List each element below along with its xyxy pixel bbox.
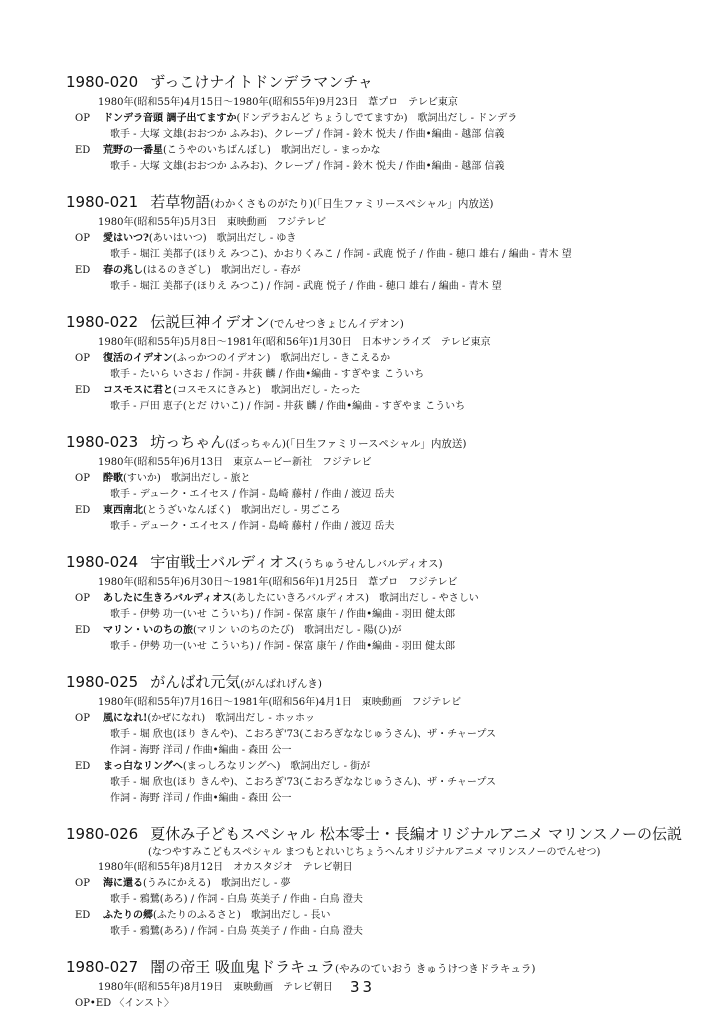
page-number: 33 <box>349 978 376 996</box>
theme-role: OP <box>75 113 90 124</box>
entry-number: 1980-024 <box>66 553 139 571</box>
theme-reading: (マリン いのちのたび) <box>193 625 294 636</box>
lyric-opening: 歌詞出だし - ホッホッ <box>215 713 315 724</box>
lyric-opening: 歌詞出だし - 街が <box>290 761 371 772</box>
theme-title: 春の兆し <box>103 265 143 276</box>
entry-heading <box>66 957 725 980</box>
theme-reading: (まっしろなリングへ) <box>182 761 281 772</box>
theme-title: ふたりの郷 <box>103 910 153 921</box>
theme-role: ED <box>75 910 91 921</box>
broadcast-info: 1980年(昭和55年)7月16日〜1981年(昭和56年)4月1日 東映動画 フジテレビ <box>98 697 462 708</box>
op-theme <box>75 471 725 487</box>
entry-heading <box>66 672 725 695</box>
theme-title: ドンデラ音頭 調子出てますか <box>103 113 237 124</box>
op-theme <box>75 231 725 247</box>
theme-reading: (すいか) <box>123 473 161 484</box>
entry-1980-023 <box>0 432 725 535</box>
entry-heading <box>66 72 725 95</box>
theme-credit: 歌手 - たいら いさお / 作詞 - 井荻 麟 / 作曲•編曲 - すぎやま こういち <box>110 369 425 380</box>
entry-title: ずっこけナイトドンデラマンチャ <box>150 73 373 91</box>
op-theme <box>75 711 725 727</box>
entry-title: 宇宙戦士バルディオス <box>150 553 299 571</box>
op-theme <box>75 111 725 127</box>
theme-title: 海に還る <box>103 878 143 889</box>
theme-title: マリン・いのちの旅 <box>103 625 193 636</box>
theme-role: OP <box>75 353 90 364</box>
theme-role: ED <box>75 505 91 516</box>
theme-credit: 作詞 - 海野 洋司 / 作曲•編曲 - 森田 公一 <box>110 745 292 756</box>
theme-role: ED <box>75 761 91 772</box>
theme-reading: (あいはいつ) <box>148 233 207 244</box>
entry-1980-020 <box>0 72 725 175</box>
entry-1980-025 <box>0 672 725 807</box>
theme-title: 風になれ! <box>103 713 148 724</box>
lyric-opening: 歌詞出だし - ゆき <box>216 233 297 244</box>
theme-credit: 歌手 - 伊勢 功一(いせ こういち) / 作詞 - 保富 康午 / 作曲•編曲 - 羽田 健太郎 <box>110 609 456 620</box>
ed-theme <box>75 263 725 279</box>
entry-reading: (がんばれげんき) <box>240 678 322 690</box>
entry-reading: (うちゅうせんしバルディオス) <box>298 558 443 570</box>
theme-role: OP <box>75 233 90 244</box>
lyric-opening: 歌詞出だし - 男ごころ <box>240 505 341 516</box>
theme-credit: 作詞 - 海野 洋司 / 作曲•編曲 - 森田 公一 <box>110 793 292 804</box>
ed-theme <box>75 143 725 159</box>
ed-theme <box>75 908 725 924</box>
entry-number: 1980-022 <box>66 313 139 331</box>
theme-credit: 歌手 - 鴉鷺(あろ) / 作詞 - 白鳥 英美子 / 作曲 - 白鳥 澄夫 <box>110 926 363 937</box>
entry-heading <box>66 432 725 455</box>
entry-title: がんばれ元気 <box>150 673 241 691</box>
theme-reading: (コスモスにきみと) <box>173 385 261 396</box>
entry-reading: (ぼっちゃん)(「日生ファミリースペシャル」内放送) <box>225 438 467 450</box>
entry-reading: (わかくさものがたり)(「日生ファミリースペシャル」内放送) <box>210 198 494 210</box>
ed-theme <box>75 623 725 639</box>
theme-reading: (とうざいなんぼく) <box>143 505 231 516</box>
theme-role: OP <box>75 473 90 484</box>
entry-1980-026 <box>0 824 725 940</box>
theme-credit: 歌手 - 戸田 恵子(とだ けいこ) / 作詞 - 井荻 麟 / 作曲•編曲 - すぎやま こういち <box>110 401 466 412</box>
theme-credit: 歌手 - デューク・エイセス / 作詞 - 島崎 藤村 / 作曲 / 渡辺 岳夫 <box>110 489 395 500</box>
lyric-opening: 歌詞出だし - やさしい <box>379 593 479 604</box>
lyric-opening: 歌詞出だし - 陽(ひ)が <box>303 625 402 636</box>
entry-number: 1980-025 <box>66 673 139 691</box>
op-theme <box>75 591 725 607</box>
theme-credit: 歌手 - 伊勢 功一(いせ こういち) / 作詞 - 保富 康午 / 作曲•編曲 - 羽田 健太郎 <box>110 641 456 652</box>
entry-reading: (でんせつきょじんイデオン) <box>269 318 404 330</box>
broadcast-info: 1980年(昭和55年)6月13日 東京ムービー新社 フジテレビ <box>98 457 372 468</box>
lyric-opening: 歌詞出だし - 夢 <box>220 878 291 889</box>
instrumental-note: OP•ED 〈インスト〉 <box>75 998 175 1009</box>
ed-theme <box>75 383 725 399</box>
entry-heading <box>66 312 725 335</box>
entry-1980-022 <box>0 312 725 415</box>
ed-theme <box>75 503 725 519</box>
entry-number: 1980-021 <box>66 193 139 211</box>
entry-title: 若草物語 <box>150 193 211 211</box>
entry-reading: (やみのていおう きゅうけつきドラキュラ) <box>335 963 536 975</box>
broadcast-info: 1980年(昭和55年)8月12日 オカスタジオ テレビ朝日 <box>98 862 353 873</box>
theme-title: あしたに生きろバルディオス <box>103 593 233 604</box>
theme-title: まっ白なリングへ <box>103 761 183 772</box>
lyric-opening: 歌詞出だし - きこえるか <box>280 353 391 364</box>
theme-reading: (はるのきざし) <box>143 265 211 276</box>
entry-1980-024 <box>0 552 725 655</box>
entry-heading <box>66 552 725 575</box>
theme-role: OP <box>75 593 90 604</box>
broadcast-info: 1980年(昭和55年)6月30日〜1981年(昭和56年)1月25日 葦プロ フジテレビ <box>98 577 458 588</box>
entry-number: 1980-023 <box>66 433 139 451</box>
entry-title: 闇の帝王 吸血鬼ドラキュラ <box>150 958 335 976</box>
theme-reading: (うみにかえる) <box>143 878 211 889</box>
theme-role: OP <box>75 713 90 724</box>
theme-reading: (かぜになれ) <box>147 713 206 724</box>
entry-number: 1980-026 <box>66 825 139 843</box>
op-theme <box>75 351 725 367</box>
entry-heading <box>66 824 725 845</box>
theme-reading: (ドンデラおんど ちょうしでてますか) <box>236 113 408 124</box>
entry-title: 夏休み子どもスペシャル 松本零士・長編オリジナルアニメ マリンスノーの伝説 <box>150 825 683 843</box>
lyric-opening: 歌詞出だし - ドンデラ <box>417 113 518 124</box>
theme-reading: (あしたにいきろバルディオス) <box>232 593 370 604</box>
theme-credit: 歌手 - 堀江 美都子(ほりえ みつこ)、かおりくみこ / 作詞 - 武鹿 悦子 / 作曲 - 穂口 雄右 / 編曲 - 青木 望 <box>110 249 572 260</box>
theme-credit: 歌手 - 大塚 文雄(おおつか ふみお)、クレープ / 作詞 - 鈴木 悦夫 / 作曲•編曲 - 越部 信義 <box>110 161 505 172</box>
entry-number: 1980-020 <box>66 73 139 91</box>
op-theme <box>75 876 725 892</box>
theme-title: 荒野の一番星 <box>103 145 163 156</box>
theme-credit: 歌手 - 鴉鷺(あろ) / 作詞 - 白鳥 英美子 / 作曲 - 白鳥 澄夫 <box>110 894 363 905</box>
theme-role: ED <box>75 385 91 396</box>
theme-title: コスモスに君と <box>103 385 173 396</box>
entry-1980-021 <box>0 192 725 295</box>
lyric-opening: 歌詞出だし - 春が <box>220 265 301 276</box>
broadcast-info: 1980年(昭和55年)4月15日〜1980年(昭和55年)9月23日 葦プロ テレビ東京 <box>98 97 458 108</box>
theme-title: 酔歌 <box>103 473 123 484</box>
theme-title: 復活のイデオン <box>103 353 173 364</box>
theme-role: ED <box>75 265 91 276</box>
lyric-opening: 歌詞出だし - 旅と <box>170 473 251 484</box>
theme-credit: 歌手 - 堀 欣也(ほり きんや)、こおろぎ'73(こおろぎななじゅうさん)、ザ・チャープス <box>110 729 496 740</box>
theme-credit: 歌手 - 堀江 美都子(ほりえ みつこ) / 作詞 - 武鹿 悦子 / 作曲 - 穂口 雄右 / 編曲 - 青木 望 <box>110 281 502 292</box>
broadcast-info: 1980年(昭和55年)8月19日 東映動画 テレビ朝日 <box>98 982 333 993</box>
entry-number: 1980-027 <box>66 958 139 976</box>
entry-title: 坊っちゃん <box>150 433 226 451</box>
theme-title: 東西南北 <box>103 505 143 516</box>
theme-credit: 歌手 - 大塚 文雄(おおつか ふみお)、クレープ / 作詞 - 鈴木 悦夫 / 作曲•編曲 - 越部 信義 <box>110 129 505 140</box>
entry-heading <box>66 192 725 215</box>
broadcast-info: 1980年(昭和55年)5月3日 東映動画 フジテレビ <box>98 217 327 228</box>
entry-reading: (なつやすみこどもスペシャル まつもとれいじちょうへんオリジナルアニメ マリンスノーのでんせつ) <box>148 847 601 858</box>
broadcast-info: 1980年(昭和55年)5月8日〜1981年(昭和56年)1月30日 日本サンライズ テレビ東京 <box>98 337 491 348</box>
document-page <box>0 72 725 1029</box>
theme-credit: 歌手 - デューク・エイセス / 作詞 - 島崎 藤村 / 作曲 / 渡辺 岳夫 <box>110 521 395 532</box>
ed-theme <box>75 759 725 775</box>
lyric-opening: 歌詞出だし - たった <box>270 385 361 396</box>
theme-role: ED <box>75 625 91 636</box>
theme-role: OP <box>75 878 90 889</box>
theme-role: ED <box>75 145 91 156</box>
theme-reading: (ふたりのふるさと) <box>153 910 241 921</box>
theme-credit: 歌手 - 堀 欣也(ほり きんや)、こおろぎ'73(こおろぎななじゅうさん)、ザ・チャープス <box>110 777 496 788</box>
theme-title: 愛はいつ? <box>103 233 149 244</box>
lyric-opening: 歌詞出だし - 長い <box>250 910 331 921</box>
entry-title: 伝説巨神イデオン <box>150 313 270 331</box>
theme-reading: (ふっかつのイデオン) <box>172 353 271 364</box>
lyric-opening: 歌詞出だし - まっかな <box>280 145 381 156</box>
theme-reading: (こうやのいちばんぼし) <box>163 145 271 156</box>
